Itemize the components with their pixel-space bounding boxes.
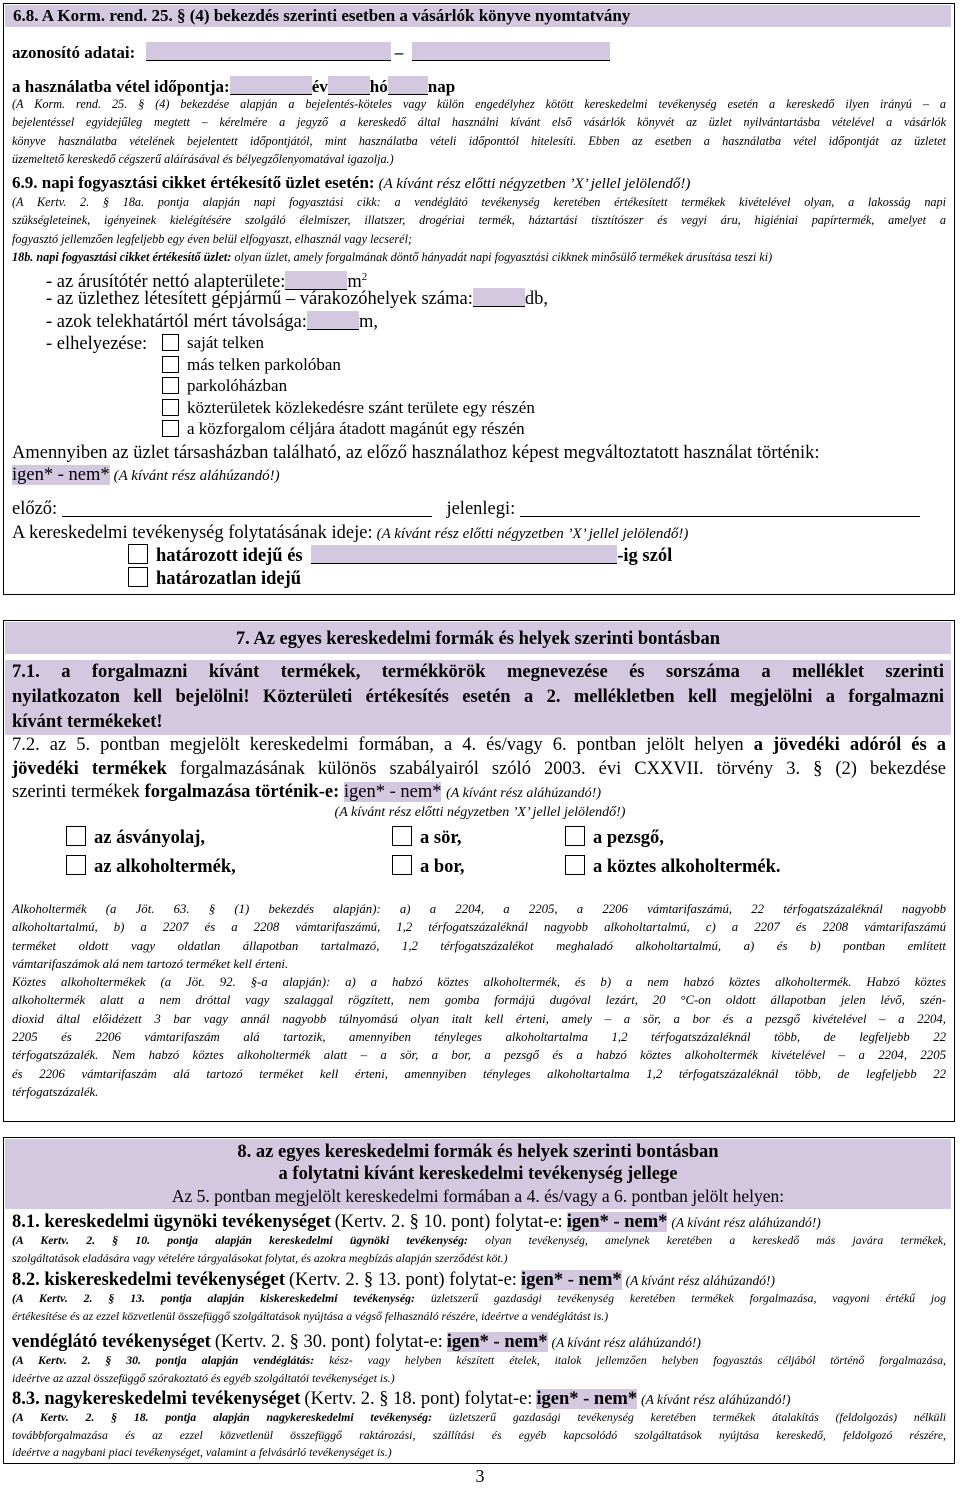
year-label: év bbox=[311, 77, 328, 96]
product-option[interactable] bbox=[565, 826, 664, 850]
indefinite-row[interactable] bbox=[128, 567, 301, 591]
s72-l3b: forgalmazása történik-e: bbox=[144, 782, 340, 802]
location-option-label: parkolóházban bbox=[187, 376, 288, 395]
location-option[interactable] bbox=[162, 375, 287, 397]
product-label: a köztes alkoholtermék. bbox=[593, 857, 781, 877]
s8-header bbox=[5, 1139, 951, 1209]
s68-note-line: bejelentéssel egyidejűleg megtett – kérelmére a jegyző a kereskedő által használni kívánt első vásárlók könyvét az üzlet nyilvántartásba vételével a vásárlók bbox=[12, 115, 946, 130]
s68-title: 6.8. A Korm. rend. 25. § (4) bekezdés szerinti esetben a vásárlók könyve nyomtatvány bbox=[5, 5, 951, 27]
s71-block bbox=[5, 660, 951, 735]
s8-def-line bbox=[12, 1352, 946, 1370]
area-unit: m bbox=[347, 272, 362, 293]
s71-line: kívánt termékeket! bbox=[12, 712, 163, 732]
s8-item-ref: (Kertv. 2. § 13. pont) folytat-e: bbox=[289, 1270, 517, 1290]
s8-item-def bbox=[12, 1409, 946, 1462]
condo-note: (A kívánt rész aláhúzandó!) bbox=[113, 468, 280, 484]
parking-label: - az üzlethez létesített gépjármű – várakozóhelyek száma: bbox=[46, 289, 473, 309]
indefinite-label: határozatlan idejű bbox=[156, 569, 302, 589]
s8-item-label: 8.2. kiskereskedelmi tevékenységet bbox=[12, 1270, 286, 1290]
location-option-label: közterületek közlekedésre szánt területe egy részén bbox=[187, 398, 535, 417]
year-field[interactable] bbox=[230, 76, 312, 95]
def-line: dioxid által előidézett 3 bar vagy annál nagyobb túlnyomású olyan italt kell érteni, amely – a sör, a bor és a pezsgő kivételével – a 2204, bbox=[12, 1011, 946, 1026]
checkbox[interactable] bbox=[162, 377, 179, 394]
prev-label: előző: bbox=[12, 499, 58, 519]
product-label: a bor, bbox=[420, 857, 465, 877]
s68-note-line: üzemeltető kereskedő cégszerű aláírásával és bélyegzőlenyomatával igazolja.) bbox=[12, 152, 394, 167]
s8-item-def bbox=[12, 1352, 946, 1387]
s8-title2: a folytatni kívánt kereskedelmi tevékenység jellege bbox=[278, 1164, 678, 1184]
s8-subtitle: Az 5. pontban megjelölt kereskedelmi formában a 4. és/vagy a 6. pontban jelölt helyen: bbox=[171, 1186, 785, 1206]
s69-ref-18b bbox=[12, 248, 946, 266]
product-option[interactable] bbox=[565, 855, 781, 879]
location-option[interactable] bbox=[162, 354, 341, 376]
location-label: - elhelyezése: bbox=[46, 334, 148, 354]
s72-l3-note: (A kívánt rész aláhúzandó!) bbox=[446, 786, 601, 801]
condo-text: Amennyiben az üzlet társasházban található, az előző használathoz képest megváltoztatott használat történik: bbox=[12, 443, 820, 463]
s8-item-choice[interactable]: igen* - nem* bbox=[566, 1212, 668, 1232]
condo-choice[interactable]: igen* - nem* bbox=[12, 465, 110, 485]
location-option-label: a közforgalom céljára átadott magánút egy részén bbox=[187, 419, 525, 438]
checkbox[interactable] bbox=[66, 855, 86, 875]
def-line: térfogatszázalék. bbox=[12, 1084, 99, 1099]
s72-choice[interactable]: igen* - nem* bbox=[343, 782, 442, 802]
s68-date-label: a használatba vétel időpontja: bbox=[12, 77, 230, 96]
def-line: alkoholtermék alatt a nem dróttal vagy szalaggal rögzített, nem gomba formájú dugóval lezárt, 20 °C-on oldott állapotban jelen lévő, szén- bbox=[12, 993, 946, 1008]
area-unit-sup: 2 bbox=[361, 271, 368, 283]
prev-current-row bbox=[12, 497, 920, 521]
location-option-label: saját telken bbox=[187, 333, 264, 352]
s72-l1b: a jövedéki adóról és a bbox=[753, 735, 947, 755]
s8-item-note: (A kívánt rész aláhúzandó!) bbox=[625, 1273, 776, 1288]
s72-note: (A kívánt rész előtti négyzetben ’X’ jellel jelölendő!) bbox=[334, 805, 626, 820]
s69-ref-line: (A Kertv. 2. § 18a. pontja alapján napi fogyasztási cikk: a vendéglátó tevékenység keretében értékesített termékek kivételével olyan, a lakosság napi bbox=[12, 195, 946, 209]
location-option-label: más telken parkolóban bbox=[187, 355, 341, 374]
product-label: a pezsgő, bbox=[593, 828, 664, 848]
s8-title1: 8. az egyes kereskedelmi formák és helyek szerinti bontásban bbox=[237, 1142, 719, 1162]
def-line: 2205 és 2206 vámtarifaszám alá tartozik, amennyiben tényleges alkoholtartalma 1,2 térfogatszázaléknál több, de legfeljebb 22 bbox=[12, 1030, 946, 1045]
s8-item-choice[interactable]: igen* - nem* bbox=[536, 1389, 638, 1409]
current-label: jelenlegi: bbox=[446, 499, 516, 519]
s8-item-choice[interactable]: igen* - nem* bbox=[446, 1332, 548, 1352]
s68-id-label: azonosító adatai: bbox=[12, 43, 136, 62]
s8-def-rest: üzletszerű gazdasági tevékenység keretében termékek átalakítás (feldolgozás) nélküli bbox=[448, 1410, 946, 1424]
checkbox[interactable] bbox=[66, 826, 86, 846]
day-field[interactable] bbox=[388, 76, 428, 95]
s8-def-rest: kész- vagy helyben készített ételek, italok jellemzően helyben fogyasztás céljából történő forgalmazása, bbox=[329, 1353, 946, 1367]
product-option[interactable] bbox=[66, 855, 236, 879]
id-field-1[interactable] bbox=[146, 42, 391, 61]
checkbox[interactable] bbox=[162, 356, 179, 373]
def-line: vámtarifaszámok alá nem tartozó terméket kell érteni. bbox=[12, 956, 289, 971]
s8-item-label: vendéglátó tevékenységet bbox=[12, 1332, 211, 1352]
checkbox[interactable] bbox=[162, 334, 179, 351]
def-line: Alkoholtermék (a Jöt. 63. § (1) bekezdés alapján): a) a 2204, a 2205, a 2206 vámtarifaszámú, 22 térfogatszázaléknál nagyobb bbox=[12, 902, 946, 916]
distance-label: - azok telekhatártól mért távolsága: bbox=[46, 312, 307, 332]
s8-item-ref: (Kertv. 2. § 30. pont) folytat-e: bbox=[214, 1332, 443, 1352]
month-field[interactable] bbox=[328, 76, 370, 95]
s8-item-ref: (Kertv. 2. § 10. pont) folytat-e: bbox=[334, 1212, 563, 1232]
product-option[interactable] bbox=[392, 826, 461, 850]
checkbox[interactable] bbox=[392, 826, 412, 846]
s69-title-note: (A kívánt rész előtti négyzetben ’X’ jellel jelölendő!) bbox=[378, 176, 691, 192]
s8-def-line: értékesítése és az ezzel közvetlenül összefüggő szolgáltatások nyújtása a végső felhasználó részére, ideértve a vendéglátást is.) bbox=[12, 1308, 609, 1323]
s8-def-lead: (A Kertv. 2. § 30. pontja alapján vendéglátás: bbox=[12, 1353, 315, 1367]
def-line: Köztes alkoholtermékek (a Jöt. 92. §-a alapján): a) a habzó köztes alkoholtermék, és b) a nem habzó köztes alkoholtermék. Habzó köztes bbox=[12, 975, 946, 990]
duration-row bbox=[12, 521, 688, 546]
s8-def-line bbox=[12, 1409, 946, 1427]
product-label: a sör, bbox=[420, 828, 462, 848]
s72-l2a: jövedéki termékek bbox=[12, 758, 167, 779]
s8-item-ref: (Kertv. 2. § 18. pont) folytat-e: bbox=[304, 1389, 533, 1409]
def-line: alkoholtartalmú, b) a 2207 és a 2208 vámtarifaszámú, 1,2 térfogatszázaléknál nagyobb alkoholtartalmú, c) a 2207 és 2208 vámtarifaszámú bbox=[12, 920, 946, 935]
s72-block bbox=[12, 734, 946, 806]
s69-ref bbox=[12, 193, 946, 267]
s8-item-note: (A kívánt rész aláhúzandó!) bbox=[671, 1215, 821, 1230]
s71-line: 7.1. a forgalmazni kívánt termékek, termékkörök megnevezése és sorszáma a melléklet szerinti bbox=[12, 662, 944, 682]
distance-unit: m, bbox=[358, 312, 378, 332]
parking-unit: db, bbox=[524, 289, 548, 309]
s7-definitions bbox=[12, 900, 946, 1101]
prev-field[interactable] bbox=[62, 498, 432, 517]
checkbox[interactable] bbox=[128, 567, 148, 587]
s69-title: 6.9. napi fogyasztási cikket értékesítő üzlet esetén: bbox=[12, 173, 375, 192]
s8-def-line: ideértve a nagybani piaci tevékenységet, valamint a felvásárló tevékenységet is.) bbox=[12, 1445, 392, 1459]
checkbox[interactable] bbox=[128, 544, 148, 564]
fixed-label: határozott idejű és bbox=[156, 546, 303, 566]
s72-line bbox=[12, 781, 946, 806]
day-label: nap bbox=[427, 77, 456, 96]
distance-field[interactable] bbox=[307, 311, 359, 330]
s69-ref-line: szükségleteinek, igényeinek kielégítésére szolgáló élelmiszer, illatszer, drogériai termék, háztartási tisztítószer és vegyi áru, higiéniai papírtermék, amelyet a bbox=[12, 213, 946, 228]
fixed-suffix: -ig szól bbox=[617, 546, 673, 566]
checkbox[interactable] bbox=[565, 855, 585, 875]
s8-item-note: (A kívánt rész aláhúzandó!) bbox=[641, 1392, 791, 1407]
product-label: az alkoholtermék, bbox=[94, 857, 236, 877]
id-field-2[interactable] bbox=[412, 42, 610, 61]
def-line: és 2206 vámtarifaszám alá tartozó terméket kell érteni, amennyiben tényleges alkoholtartalma 1,2 térfogatszázaléknál több, de legfeljebb 22 bbox=[12, 1066, 946, 1081]
checkbox[interactable] bbox=[162, 420, 179, 437]
duration-note: (A kívánt rész előtti négyzetben ’X’ jellel jelölendő!) bbox=[376, 526, 689, 542]
ref18b-lead: 18b. napi fogyasztási cikket értékesítő üzlet: bbox=[12, 250, 232, 265]
s68-note bbox=[12, 95, 946, 169]
product-option[interactable] bbox=[392, 855, 465, 879]
s8-item-label: 8.3. nagykereskedelmi tevékenységet bbox=[12, 1389, 301, 1409]
checkbox[interactable] bbox=[162, 399, 179, 416]
def-line: térfogatszázalék. Nem habzó köztes alkoholtermék alatt – a sör, a bor, a pezsgő és a habzó köztes alkoholtermék kivételével – a 2204, 2205 bbox=[12, 1048, 946, 1063]
condo-choice-row bbox=[12, 463, 280, 488]
s68-note-line: (A Korm. rend. 25. § (4) bekezdése alapján a bejelentés-köteles vagy külön engedélyhez kötött kereskedelmi tevékenység esetén a kereskedő ilyen irányú – a bbox=[12, 97, 946, 111]
duration-label: A kereskedelmi tevékenység folytatásának ideje: bbox=[12, 523, 373, 543]
s68-id-row bbox=[12, 42, 610, 63]
ref18b-text: olyan üzlet, amely forgalmának döntő hányadát napi fogyasztási cikknek minősülő termékek árusítása teszi ki) bbox=[234, 250, 773, 265]
s8-def-lead: (A Kertv. 2. § 10. pontja alapján kereskedelmi ügynöki tevékenység: bbox=[12, 1233, 468, 1247]
area-label: - az árusítótér nettó alapterülete: bbox=[46, 272, 286, 293]
location-option[interactable] bbox=[162, 332, 264, 354]
s8-def-lead: (A Kertv. 2. § 13. pontja alapján kiskereskedelmi tevékenység: bbox=[12, 1291, 415, 1305]
s8-item-def bbox=[12, 1290, 946, 1325]
distance-row bbox=[46, 310, 378, 334]
def-line: terméket oldott vagy oldatlan állapotban tartalmazó, 1,2 térfogatszázalékot meghaladó alkoholtartalmú, a) és b) pontban említett bbox=[12, 938, 946, 953]
s8-def-line: szolgáltatások eladására vagy vételére tárgyalásokat folytat, és azokra megbízás alapján szerződést köt.) bbox=[12, 1250, 508, 1265]
s72-l3a: szerinti termékek bbox=[12, 782, 140, 802]
checkbox[interactable] bbox=[392, 855, 412, 875]
s72-line bbox=[12, 734, 946, 758]
month-label: hó bbox=[369, 77, 388, 96]
s8-item-note: (A kívánt rész aláhúzandó!) bbox=[551, 1335, 701, 1350]
parking-row bbox=[46, 287, 548, 311]
s72-l2b: forgalmazásának különös szabályairól szóló 2003. évi CXXVII. törvény 3. § (2) bekezdése bbox=[179, 758, 946, 779]
s68-note-line: könyve használatba vételének bejelentett időpontjától, mint használatba vételi időponttól hitelesíti. Ebben az esetben a használatba vétel időpontját az üzletet bbox=[12, 133, 946, 148]
s8-def-line bbox=[12, 1232, 946, 1250]
s8-def-rest: olyan tevékenység, amelynek keretében a kereskedő más javára termékek, bbox=[485, 1233, 946, 1247]
checkbox[interactable] bbox=[565, 826, 585, 846]
product-label: az ásványolaj, bbox=[94, 828, 205, 848]
parking-field[interactable] bbox=[473, 288, 525, 307]
id-dash: – bbox=[394, 43, 404, 62]
s72-l1a: 7.2. az 5. pontban megjelölt kereskedelmi formában, a 4. és/vagy 6. pontban jelölt helyen bbox=[12, 735, 744, 755]
s69-ref-line: fogyasztó jellemzően legfeljebb egy éven belül elfogyaszt, elhasznál vagy lecserél; bbox=[12, 231, 413, 246]
s8-def-line: továbbforgalmazása és az ezzel közvetlenül összefüggő raktározási, szállítási és egyéb kapcsolódó szolgáltatások nyújtása kereskedő, feldolgozó részére, bbox=[12, 1427, 946, 1442]
s71-line: nyilatkozaton kell bejelölni! Közterületi értékesítés esetén a 2. mellékletben kell megjelölni a forgalmazni bbox=[12, 687, 944, 707]
fixed-date-field[interactable] bbox=[311, 545, 617, 564]
s8-item-choice[interactable]: igen* - nem* bbox=[520, 1270, 622, 1290]
fixed-term-row[interactable] bbox=[128, 544, 672, 568]
s8-item-label: 8.1. kereskedelmi ügynöki tevékenységet bbox=[12, 1212, 331, 1232]
product-option[interactable] bbox=[66, 826, 205, 850]
s68-date-row bbox=[12, 76, 455, 97]
page-number: 3 bbox=[475, 1466, 485, 1486]
s8-def-rest: üzletszerű gazdasági tevékenység keretében termékek forgalmazása, vagyoni értékű jog bbox=[430, 1291, 946, 1305]
s72-line bbox=[12, 758, 946, 782]
s8-def-lead: (A Kertv. 2. § 18. pontja alapján nagykereskedelmi tevékenység: bbox=[12, 1410, 433, 1424]
s7-title: 7. Az egyes kereskedelmi formák és helyek szerinti bontásban bbox=[5, 622, 951, 654]
s69-title-row bbox=[12, 172, 690, 195]
s8-item-def bbox=[12, 1232, 946, 1267]
current-field[interactable] bbox=[520, 498, 920, 517]
s8-def-line bbox=[12, 1290, 946, 1308]
location-option[interactable] bbox=[162, 397, 535, 419]
location-option[interactable] bbox=[162, 418, 525, 440]
s8-def-line: ideértve az azzal összefüggő szórakoztató és egyéb szolgáltatói tevékenységet is.) bbox=[12, 1370, 395, 1385]
